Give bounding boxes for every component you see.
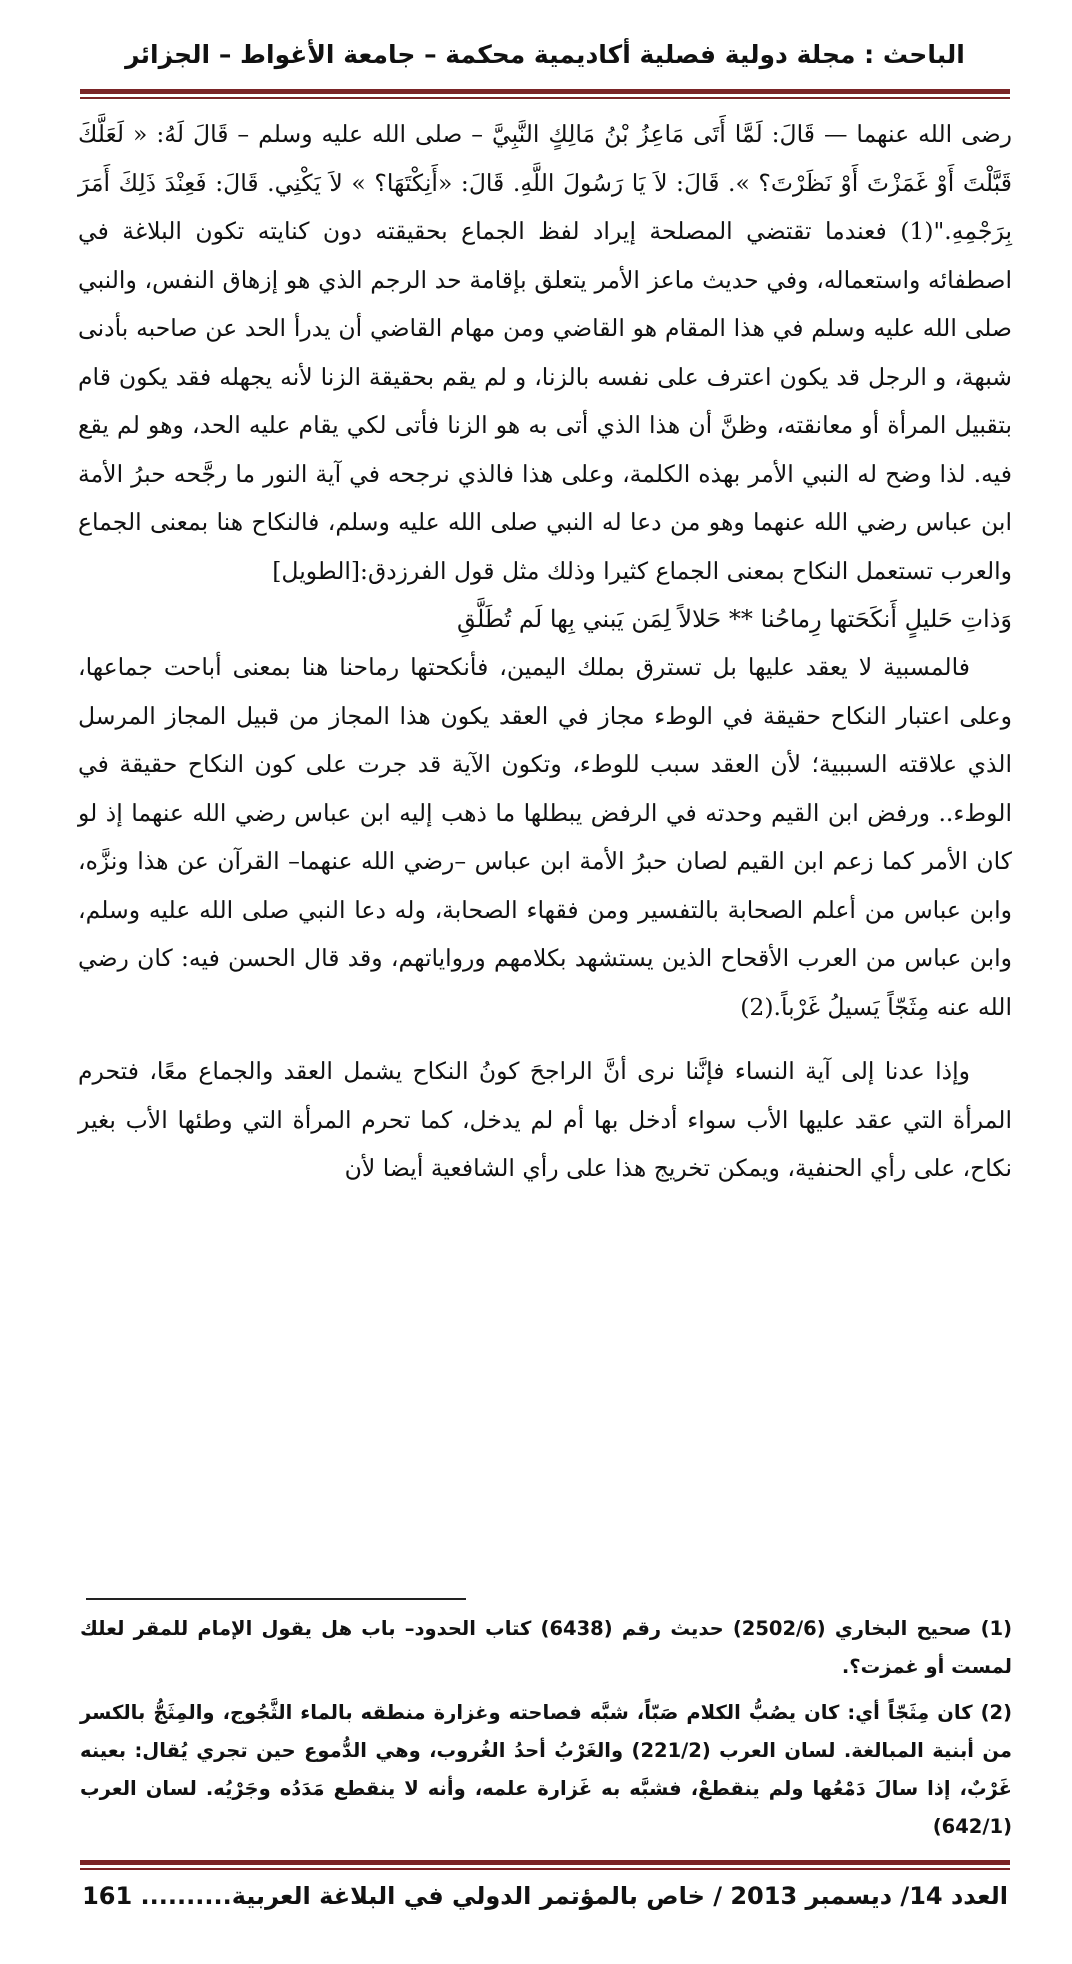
paragraph-2: فالمسبية لا يعقد عليها بل تسترق بملك اليمين، فأنكحتها رماحنا هنا بمعنى أباحت جماعها، وعلى اعتبار النكاح حقيقة في الوطء مجاز في العقد يكون هذا المجاز من قبيل المجاز المرسل الذي علاقته السببية؛ لأن العقد سبب للوطء، وتكون الآية قد جرت على كون النكاح حقيقة في الوطء.. ورفض ابن القيم وحدته في الرفض يبطلها ما ذهب إليه ابن عباس رضي الله عنهما إذ لو كان الأمر كما زعم ابن القيم لصان حبرُ الأمة ابن عباس –رضي الله عنهما– القرآن عن هذا ونزَّه، وابن عباس من أعلم الصحابة بالتفسير ومن فقهاء الصحابة، وله دعا النبي صلى الله عليه وسلم، وابن عباس من العرب الأقحاح الذين يستشهد بكلامهم ورواياتهم، وقد قال الحسن فيه: كان رضي الله عنه مِثَجّاً يَسيلُ غَرْباً.(2) (78, 653, 1012, 1021)
header-rule-thin (80, 97, 1010, 99)
footnote-1: (1) صحيح البخاري (2502/6) حديث رقم (6438) كتاب الحدود– باب هل يقول الإمام للمقر لعلك لمست أو غمزت؟. (80, 1617, 1012, 1678)
footnote-2: (2) كان مِثَجّاً أي: كان يصُبُّ الكلام صَبّاً، شبَّه فصاحته وغزارة منطقه بالماء الثَّجُوج، والمِثَجُّ بالكسر من أبنية المبالغة. لسان العرب (221/2) والغَرْبُ أحدُ الغُروب، وهي الدُّموع حين تجري يُقال: بعينه غَرْبٌ، إذا سالَ دَمْعُها ولم ينقطعْ، فشبَّه به غَزارة علمه، وأنه لا ينقطع مَدَدُه وجَرْيُه. لسان العرب (642/1) (80, 1701, 1012, 1838)
footnotes (80, 1610, 1012, 1854)
header-rule-thick (80, 89, 1010, 94)
paragraph-1: رضى الله عنهما — قَالَ: لَمَّا أَتَى مَاعِزُ بْنُ مَالِكٍ النَّبِيَّ – صلى الله عليه وسلم – قَالَ لَهُ: « لَعَلَّكَ قَبَّلْتَ أَوْ غَمَزْتَ أَوْ نَظَرْتَ؟ ». قَالَ: لاَ يَا رَسُولَ اللَّهِ. قَالَ: «أَنِكْتَهَا؟ » لاَ يَكْنِي. قَالَ: فَعِنْدَ ذَلِكَ أَمَرَ بِرَجْمِهِ."(1) فعندما تقتضي المصلحة إيراد لفظ الجماع بحقيقته دون كنايته تكون البلاغة في اصطفائه واستعماله، وفي حديث ماعز الأمر يتعلق بإقامة حد الرجم الذي هو إزهاق النفس، والنبي صلى الله عليه وسلم في هذا المقام هو القاضي ومن مهام القاضي أن يدرأ الحد عن صاحبه بأدنى شبهة، و الرجل قد يكون اعترف على نفسه بالزنا، و لم يقم بحقيقة الزنا لأنه يجهله فقد يكون قام بتقبيل المرأة أو معانقته، وظنَّ أن هذا الذي أتى به هو الزنا فأتى لكي يقام عليه الحد، وهو لم يقع فيه. لذا وضح له النبي الأمر بهذه الكلمة، وعلى هذا فالذي نرجحه في آية النور ما رجَّحه حبرُ الأمة ابن عباس رضي الله عنهما وهو من دعا له النبي صلى الله عليه وسلم، فالنكاح هنا بمعنى الجماع والعرب تستعمل النكاح بمعنى الجماع كثيرا وذلك مثل قول الفرزدق:[الطويل] (78, 120, 1012, 585)
paragraph-gap (78, 1031, 1012, 1047)
footer-rule-thick (80, 1860, 1010, 1865)
article-body (78, 110, 1012, 1193)
page-number: 161 (82, 1882, 133, 1910)
footer-rule-thin (80, 1868, 1010, 1870)
journal-header: الباحث : مجلة دولية فصلية أكاديمية محكمة – جامعة الأغواط – الجزائر (125, 40, 965, 69)
issue-info: العدد 14/ ديسمبر 2013 / خاص بالمؤتمر الدولي في البلاغة العربية.......... (140, 1882, 1008, 1910)
page-footer (80, 1882, 1010, 1928)
poetry-verse: وَذاتِ حَليلٍ أَنكَحَتها رِماحُنا ** حَلالاً لِمَن يَبني بِها لَم تُطَلَّقِ (456, 605, 1012, 633)
paragraph-3: وإذا عدنا إلى آية النساء فإنَّنا نرى أنَّ الراجحَ كونُ النكاح يشمل العقد والجماع معًا، فتحرم المرأة التي عقد عليها الأب سواء أدخل بها أم لم يدخل، كما تحرم المرأة التي وطئها الأب بغير نكاح، على رأي الحنفية، ويمكن تخريج هذا على رأي الشافعية أيضا لأن (78, 1057, 1012, 1182)
footnote-separator (86, 1598, 466, 1600)
